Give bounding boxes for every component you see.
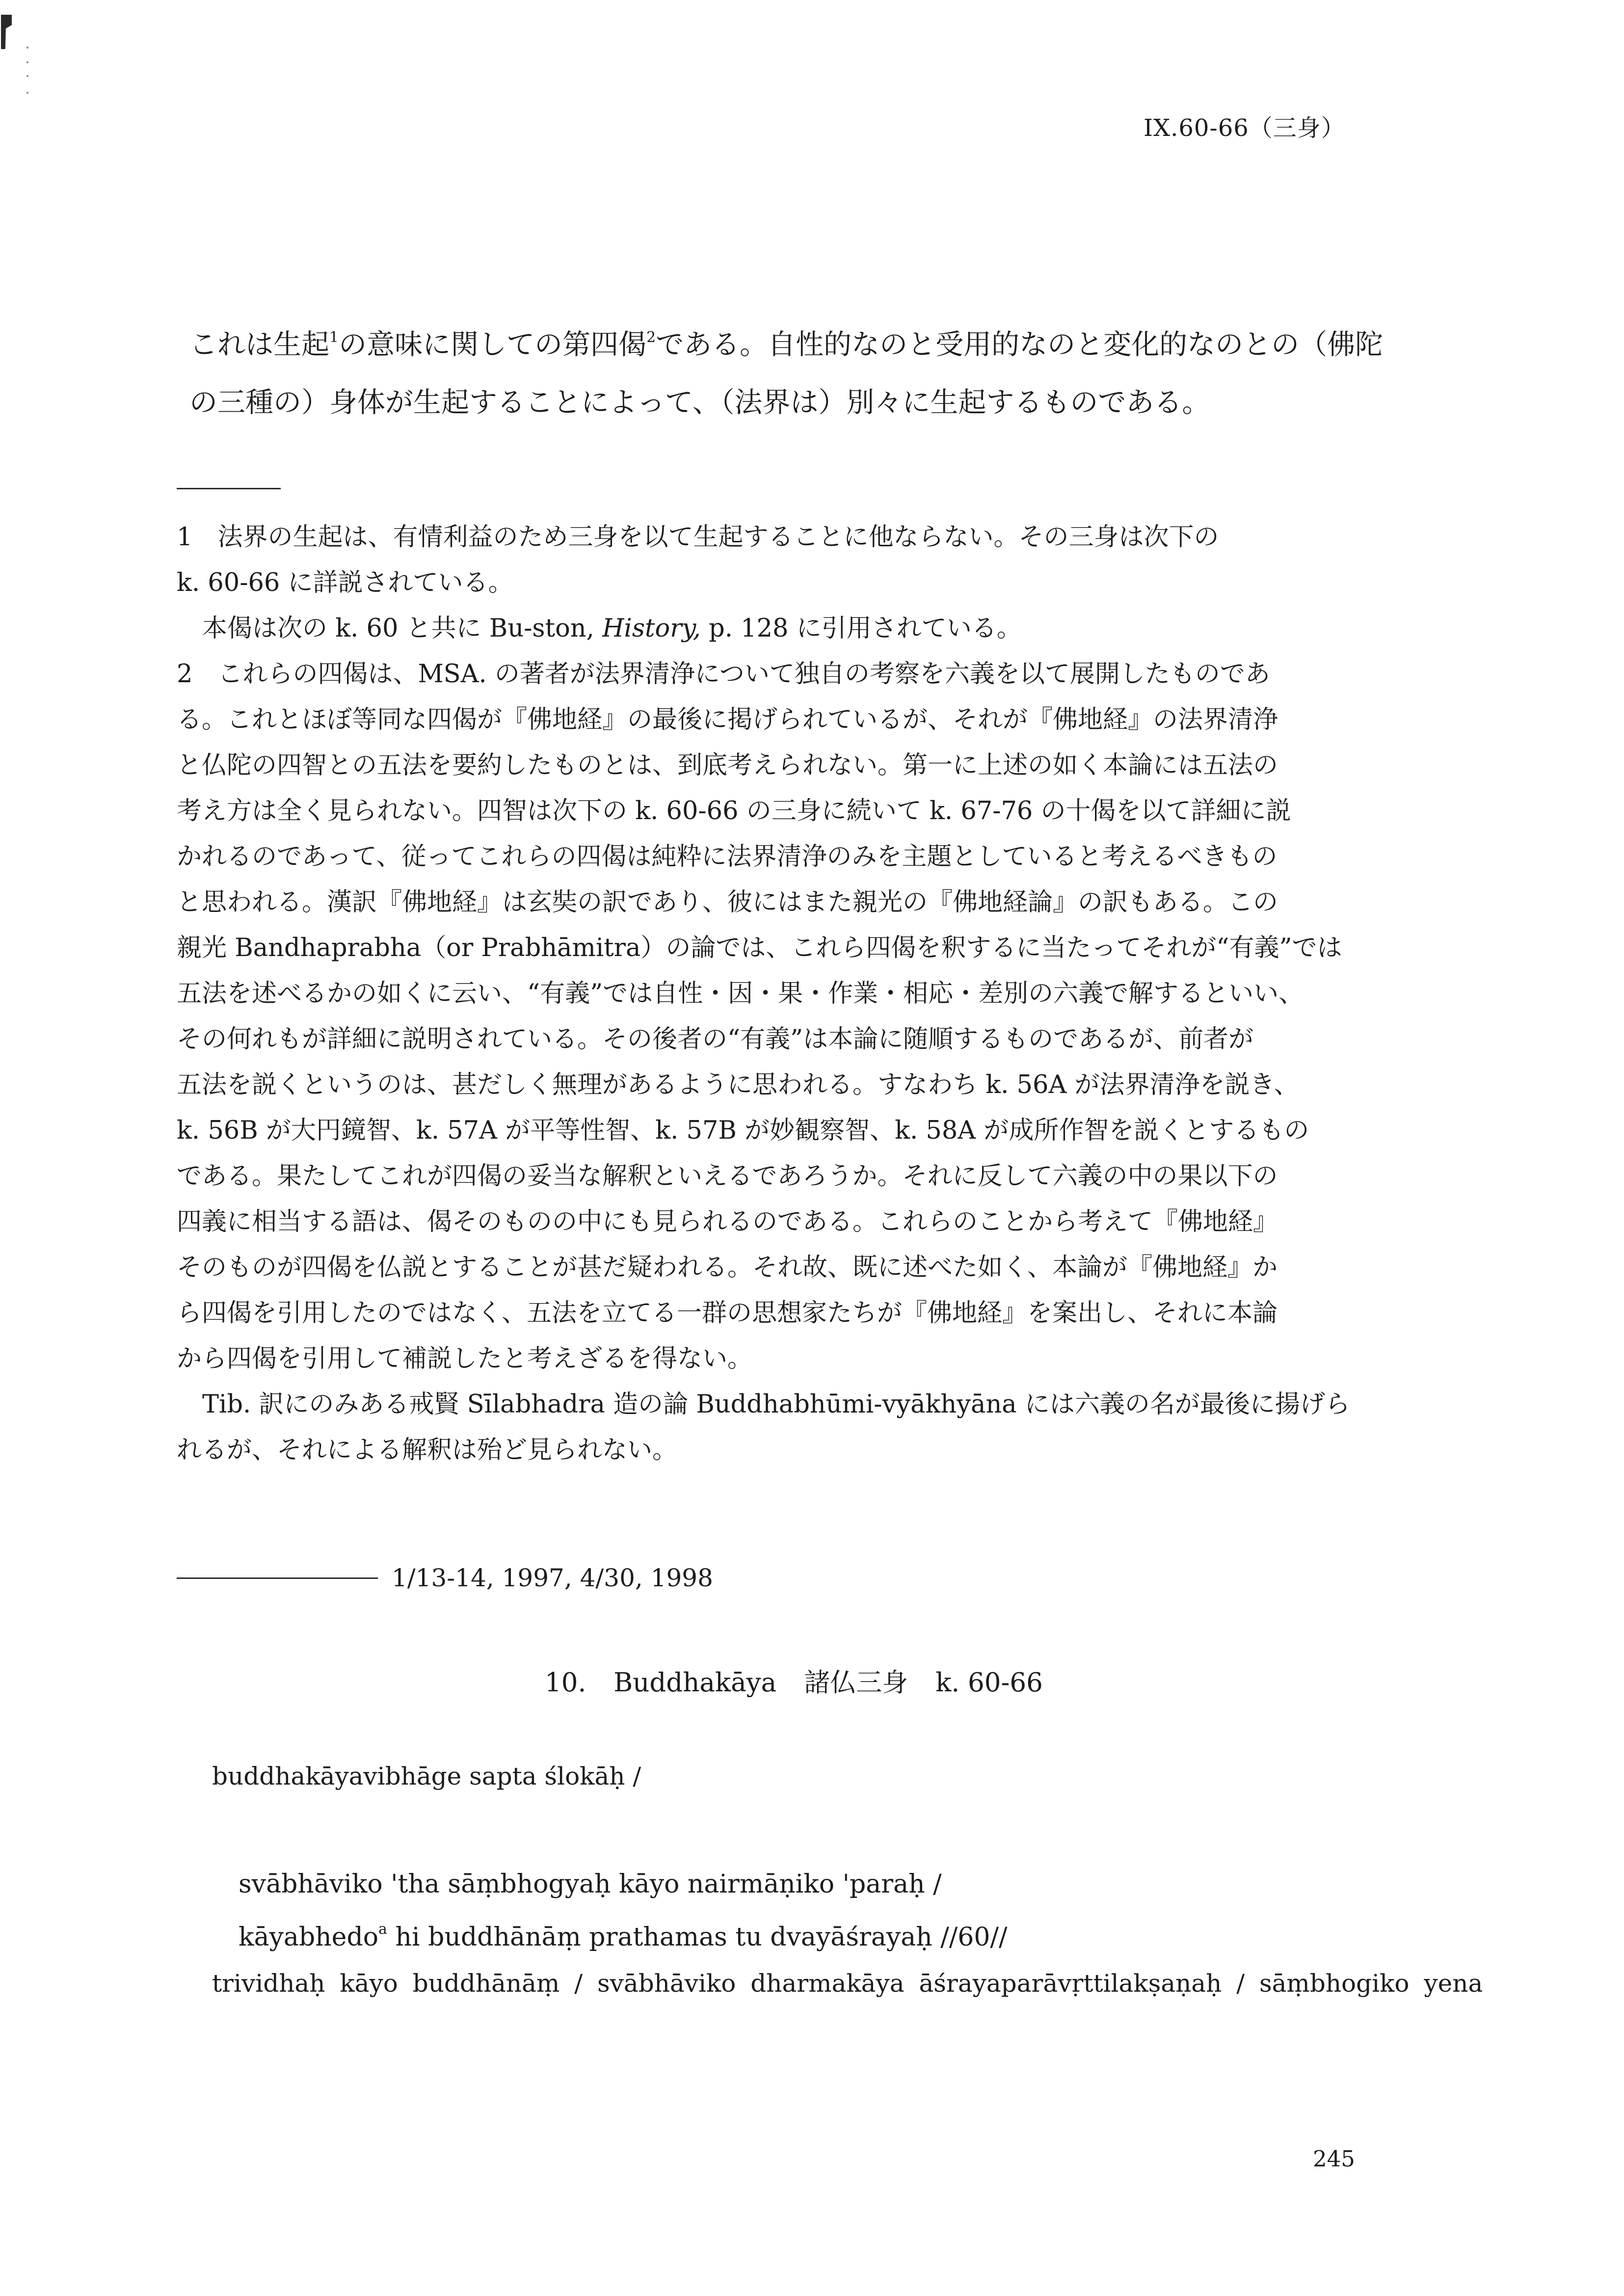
- section-number: 10.: [545, 1668, 586, 1698]
- footnote-2-line: 考え方は全く見られない。四智は次下の k. 60-66 の三身に続いて k. 67-76 の十偈を以て詳細に説: [177, 797, 1291, 826]
- footnote-tib-line: Tib. 訳にのみある戒賢 Sīlabhadra 造の論 Buddhabhūmi-vyākhyāna には六義の名が最後に揚げら: [202, 1390, 1350, 1419]
- footnote-2-line: そのものが四偈を仏説とすることが甚だ疑われる。それ故、既に述べた如く、本論が『佛地経』か: [177, 1253, 1278, 1282]
- section-name: Buddhakāya: [613, 1668, 777, 1698]
- body-paragraph: [189, 318, 1384, 429]
- body-line-2: の三種の）身体が生起することによって、（法界は）別々に生起するものである。: [189, 386, 1210, 419]
- footnote-2-line: である。果たしてこれが四偈の妥当な解釈といえるであろうか。それに反して六義の中の果以下の: [177, 1162, 1278, 1191]
- footnote-2-line: その何れもが詳細に説明されている。その後者の“有義”は本論に随順するものであるが、前者が: [177, 1025, 1254, 1054]
- footnote-2-line: 五法を説くというのは、甚だしく無理があるように思われる。すなわち k. 56A が法界清浄を説き、: [177, 1070, 1299, 1099]
- sanskrit-verse: [239, 1858, 1008, 1968]
- scan-corner-mark: [1, 15, 12, 49]
- section-title: [545, 1662, 1043, 1699]
- section-kanji: 諸仏三身: [804, 1668, 908, 1698]
- verse-line-2: kāyabhedo$^a$ hi buddhānāṃ prathamas tu dvayāśrayaḥ //60//: [239, 1921, 1008, 1952]
- footnote-2-line: と思われる。漢訳『佛地経』は玄奘の訳であり、彼にはまた親光の『佛地経論』の訳もある。この: [177, 888, 1278, 917]
- sanskrit-commentary: trividhaḥ kāyo buddhānāṃ / svābhāviko dharmakāya āśrayaparāvṛttilakṣaṇaḥ / sāṃbhogiko yena: [212, 1969, 1483, 1998]
- page-number: 245: [1313, 2146, 1355, 2172]
- footnote-tib-line: れるが、それによる解釈は殆ど見られない。: [177, 1436, 678, 1465]
- verse-line-1: svābhāviko 'tha sāṃbhogyaḥ kāyo nairmāṇiko 'paraḥ /: [239, 1869, 942, 1899]
- footnote-2-line: から四偈を引用して補説したと考えざるを得ない。: [177, 1344, 753, 1373]
- footnote-2-line: 2 これらの四偈は、MSA. の著者が法界清浄について独自の考察を六義を以て展開したものであ: [177, 660, 1270, 689]
- footnote-separator: [177, 488, 281, 489]
- footnote-1-line: 1 法界の生起は、有情利益のため三身を以て生起することに他ならない。その三身は次下の: [177, 523, 1219, 552]
- footnote-2-line: 四義に相当する語は、偈そのものの中にも見られるのである。これらのことから考えて『佛地経』: [177, 1207, 1278, 1236]
- footnote-2-line: ら四偈を引用したのではなく、五法を立てる一群の思想家たちが『佛地経』を案出し、それに本論: [177, 1299, 1278, 1328]
- footnote-2-line: る。これとほぼ等同な四偈が『佛地経』の最後に掲げられているが、それが『佛地経』の法界清浄: [177, 705, 1278, 734]
- sanskrit-intro: buddhakāyavibhāge sapta ślokāḥ /: [212, 1762, 641, 1790]
- footnote-2-line: 五法を述べるかの如くに云い、“有義”では自性・因・果・作業・相応・差別の六義で解するといい、: [177, 979, 1304, 1008]
- date-text: 1/13-14, 1997, 4/30, 1998: [392, 1564, 713, 1592]
- footnote-2-line: 親光 Bandhaprabha（or Prabhāmitra）の論では、これら四偈を釈するに当たってそれが“有義”では: [177, 934, 1342, 962]
- footnote-1-line: k. 60-66 に詳説されている。: [177, 568, 513, 597]
- footnotes: [177, 514, 1355, 1473]
- footnote-ref-1[interactable]: 1: [329, 329, 339, 346]
- running-head: IX.60-66（三身）: [1144, 114, 1345, 142]
- footnote-2-line: k. 56B が大円鏡智、k. 57A が平等性智、k. 57B が妙観察智、k. 58A が成所作智を説くとするもの: [177, 1116, 1309, 1145]
- date-dash: [177, 1577, 378, 1579]
- body-line-1: これは生起$^1$の意味に関しての第四偈$^2$である。自性的なのと受用的なのと変化的なのとの（佛陀: [189, 328, 1384, 361]
- scan-specks: [24, 47, 32, 101]
- footnote-ref-2[interactable]: 2: [646, 329, 656, 346]
- history-title: History,: [602, 614, 701, 643]
- footnote-1-note: 本偈は次の k. 60 と共に Bu-ston, History, p. 128 に引用されている。: [202, 614, 1022, 643]
- footnote-date: [177, 1564, 713, 1592]
- footnote-2: [177, 651, 1355, 1382]
- section-range: k. 60-66: [935, 1668, 1043, 1698]
- footnote-2-line: かれるのであって、従ってこれらの四偈は純粋に法界清浄のみを主題としていると考えるべきもの: [177, 842, 1278, 871]
- variant-note-marker[interactable]: a: [378, 1921, 387, 1938]
- footnote-2-line: と仏陀の四智との五法を要約したものとは、到底考えられない。第一に上述の如く本論には五法の: [177, 751, 1278, 780]
